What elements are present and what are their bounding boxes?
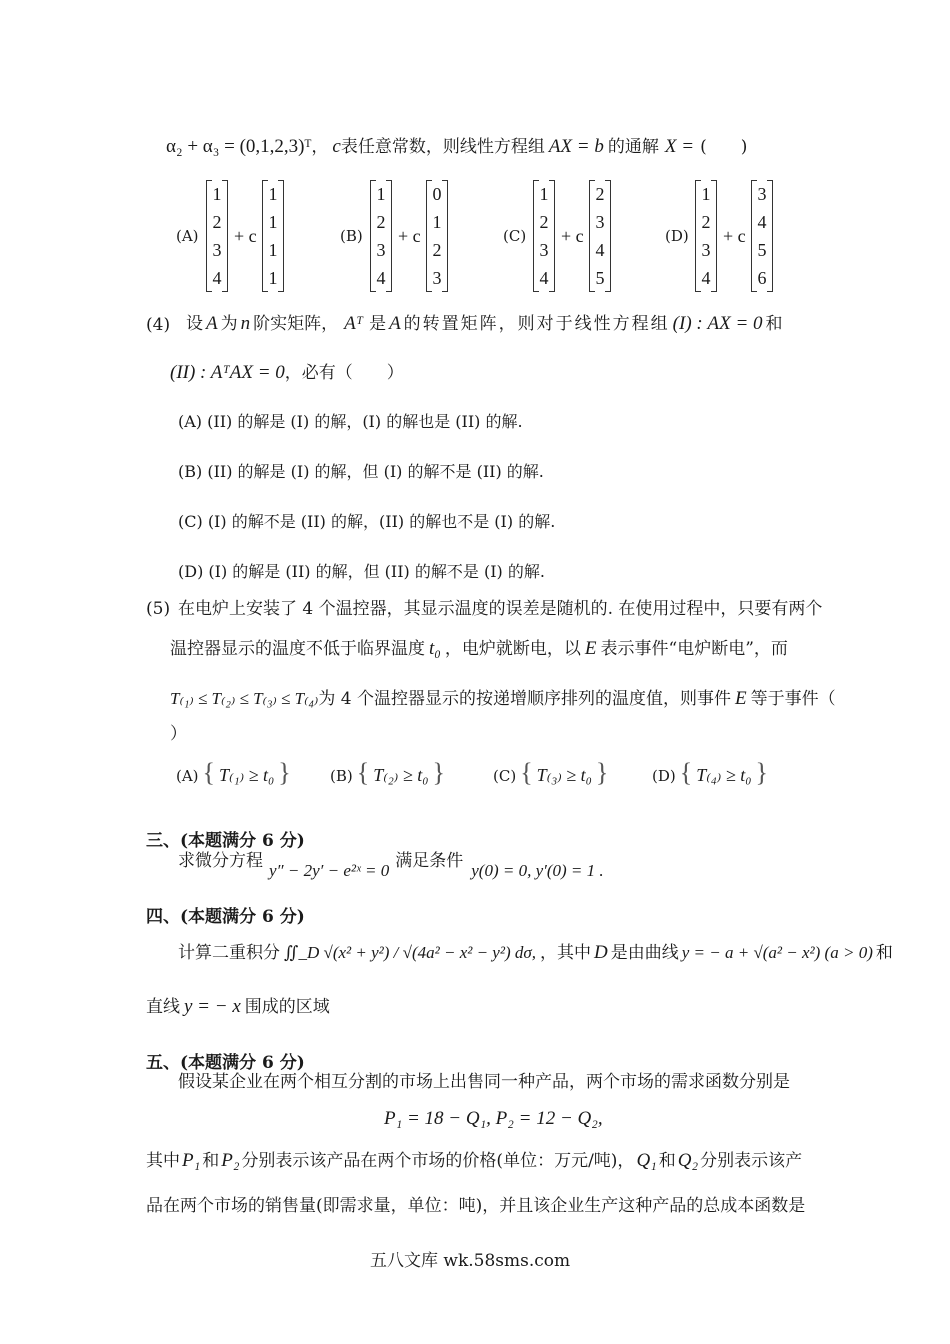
q3-X: X = bbox=[664, 136, 695, 157]
s3-text-b: 满足条件 bbox=[395, 851, 464, 871]
right-brace: } bbox=[595, 758, 609, 787]
q5-option-label: (B) bbox=[330, 767, 353, 785]
q5-number: (5) bbox=[146, 599, 171, 619]
s4-line2-a: 直线 bbox=[146, 997, 180, 1017]
q5-option-expr: T₍₂₎ ≥ t₀ bbox=[373, 765, 429, 785]
q5-text-c: 表示事件“电炉断电”，而 bbox=[600, 639, 788, 659]
s5-heading: 五、(本题满分 6 分) bbox=[146, 1053, 305, 1073]
q4-AT: Aᵀ bbox=[344, 313, 364, 334]
s5-text-a: 其中 bbox=[146, 1151, 180, 1171]
q4-A: A bbox=[206, 313, 218, 334]
s5-text-c: 分别表示该产 bbox=[700, 1151, 803, 1171]
s5-and2: 和 bbox=[658, 1151, 676, 1171]
s5-text-b: 分别表示该产品在两个市场的价格(单位：万元/吨)， bbox=[241, 1151, 635, 1171]
q5-option-label: (A) bbox=[176, 767, 199, 785]
q5-option-expr: T₍₁₎ ≥ t₀ bbox=[219, 765, 275, 785]
matrix-entry: 1 bbox=[212, 183, 222, 204]
matrix-entry: 1 bbox=[539, 183, 549, 204]
q4-option-b: (B) (II) 的解是 (I) 的解，但 (I) 的解不是 (II) 的解. bbox=[178, 462, 544, 481]
q3-lead-math: α₂ + α₃ = (0,1,2,3)ᵀ bbox=[166, 136, 312, 157]
matrix-entry: 1 bbox=[268, 267, 278, 288]
s5-line3 bbox=[146, 1150, 802, 1172]
q5-text-a: 温控器显示的温度不低于临界温度 bbox=[170, 639, 425, 659]
q5-line1: 在电炉上安装了 4 个温控器，其显示温度的误差是随机的. 在使用过程中，只要有两个 bbox=[178, 599, 823, 619]
q3-vector-particular bbox=[370, 180, 392, 292]
s3-body bbox=[178, 851, 604, 880]
s4-line2-b: 围成的区域 bbox=[244, 997, 330, 1017]
s5-line4: 品在两个市场的销售量(即需求量，单位：吨)，并且该企业生产这种产品的总成本函数是 bbox=[146, 1196, 806, 1216]
matrix-entry: 4 bbox=[376, 267, 386, 288]
q3-vector-basis bbox=[426, 180, 448, 292]
matrix-entry: 3 bbox=[212, 239, 222, 260]
s5-and1: 和 bbox=[202, 1151, 220, 1171]
right-brace: } bbox=[432, 758, 445, 787]
matrix-entry: 1 bbox=[432, 211, 442, 232]
plus-c: + c bbox=[398, 226, 421, 246]
q4-text-e: 的转置矩阵，则对于线性方程组 bbox=[403, 314, 670, 334]
s4-text-c: 是由曲线 bbox=[610, 943, 679, 963]
q4-number: (4) bbox=[146, 315, 171, 335]
q5-E: E bbox=[584, 638, 597, 659]
q4-text-d: 是 bbox=[369, 314, 387, 334]
matrix-entry: 4 bbox=[212, 267, 222, 288]
q5-option bbox=[493, 758, 608, 788]
s4-heading: 四、(本题满分 6 分) bbox=[146, 907, 305, 927]
q5-line4: ） bbox=[170, 724, 187, 744]
q3-c: c bbox=[332, 136, 341, 157]
q5-option bbox=[176, 758, 291, 788]
matrix-entry: 2 bbox=[432, 239, 442, 260]
s3-eq: y″ − 2y′ − e²ˣ = 0 bbox=[269, 861, 390, 880]
matrix-entry: 3 bbox=[757, 183, 767, 204]
q4-sys2: (II) : AᵀAX = 0 bbox=[170, 362, 285, 383]
s5-Q1: Q₁ bbox=[636, 1150, 657, 1171]
q4-option-c: (C) (I) 的解不是 (II) 的解，(II) 的解也不是 (I) 的解. bbox=[178, 512, 556, 531]
q3-paren: ( ) bbox=[700, 137, 748, 157]
s4-line2-eq: y = − x bbox=[184, 996, 241, 1017]
matrix-entry: 3 bbox=[701, 239, 711, 260]
right-brace: } bbox=[278, 758, 291, 787]
matrix-entry: 2 bbox=[595, 183, 605, 204]
q3-vector-basis bbox=[262, 180, 284, 292]
q5-option-expr: T₍₃₎ ≥ t₀ bbox=[536, 765, 592, 785]
matrix-entry: 1 bbox=[701, 183, 711, 204]
q4-line2 bbox=[170, 362, 404, 384]
left-brace: { bbox=[356, 758, 370, 787]
matrix-entry: 3 bbox=[595, 211, 605, 232]
q5-option-label: (C) bbox=[493, 767, 517, 785]
s5-para1: 假设某企业在两个相互分割的市场上出售同一种产品，两个市场的需求函数分别是 bbox=[178, 1072, 790, 1092]
q5-text-d: 为 4 个温控器显示的按递增顺序排列的温度值，则事件 bbox=[318, 689, 731, 709]
s5-P1: P₁ bbox=[182, 1150, 201, 1171]
s4-text-b: ，其中 bbox=[540, 943, 591, 963]
left-brace: { bbox=[202, 758, 216, 787]
s5-Q2: Q₂ bbox=[677, 1150, 699, 1171]
q3-vector-particular bbox=[695, 180, 717, 292]
q5-text-e: 等于事件（ bbox=[750, 689, 836, 709]
matrix-entry: 3 bbox=[376, 239, 386, 260]
q3-vector-basis bbox=[751, 180, 773, 292]
q4-n: n bbox=[240, 313, 251, 334]
q5-option-expr: T₍₄₎ ≥ t₀ bbox=[696, 765, 752, 785]
left-brace: { bbox=[520, 758, 533, 787]
matrix-entry: 4 bbox=[595, 239, 605, 260]
q5-line2 bbox=[170, 638, 788, 660]
q5-order: T₍₁₎ ≤ T₍₂₎ ≤ T₍₃₎ ≤ T₍₄₎ bbox=[170, 689, 319, 708]
matrix-entry: 4 bbox=[757, 211, 767, 232]
q3-line bbox=[166, 136, 747, 162]
s5-P2: P₂ bbox=[221, 1150, 240, 1171]
matrix-entry: 0 bbox=[432, 183, 442, 204]
q3-text2: 表任意常数，则线性方程组 bbox=[340, 137, 545, 157]
matrix-entry: 1 bbox=[268, 239, 278, 260]
q4-sys1: (I) : AX = 0 bbox=[672, 313, 763, 334]
footer-watermark: 五八文库 wk.58sms.com bbox=[370, 1251, 571, 1271]
q3-option-label: (A) bbox=[176, 227, 199, 245]
s4-D: D bbox=[594, 942, 608, 963]
q3-vector-particular bbox=[533, 180, 555, 292]
plus-c: + c bbox=[723, 226, 746, 246]
q4-text-f: 和 bbox=[765, 314, 783, 334]
matrix-entry: 5 bbox=[595, 267, 605, 288]
q3-vector-particular bbox=[206, 180, 228, 292]
matrix-entry: 2 bbox=[701, 211, 711, 232]
s4-text-a: 计算二重积分 bbox=[178, 943, 280, 963]
s5-equation: P₁ = 18 − Q₁, P₂ = 12 − Q₂, bbox=[384, 1108, 603, 1129]
q4-A2: A bbox=[389, 313, 401, 334]
q3-option-label: (B) bbox=[340, 227, 363, 245]
s4-body bbox=[178, 942, 893, 964]
s4-curve: y = − a + √(a² − x²) (a > 0) bbox=[681, 943, 873, 962]
matrix-entry: 6 bbox=[757, 267, 767, 288]
s4-text-d: 和 bbox=[875, 943, 893, 963]
q5-option bbox=[330, 758, 445, 788]
s3-text-a: 求微分方程 bbox=[178, 851, 263, 871]
plus-c: + c bbox=[561, 226, 584, 246]
q4-option-d: (D) (I) 的解是 (II) 的解，但 (II) 的解不是 (I) 的解. bbox=[178, 562, 545, 581]
q5-option-label: (D) bbox=[652, 767, 676, 785]
matrix-entry: 2 bbox=[212, 211, 222, 232]
q4-line2-text: ，必有（ ） bbox=[284, 363, 404, 383]
matrix-entry: 1 bbox=[268, 211, 278, 232]
s3-heading: 三、(本题满分 6 分) bbox=[146, 831, 305, 851]
q3-eq: AX = b bbox=[548, 136, 604, 157]
q4-option-a: (A) (II) 的解是 (I) 的解，(I) 的解也是 (II) 的解. bbox=[178, 412, 523, 431]
q3-option-label: (D) bbox=[665, 227, 689, 245]
matrix-entry: 5 bbox=[757, 239, 767, 260]
q5-E2: E bbox=[734, 688, 747, 709]
matrix-entry: 4 bbox=[701, 267, 711, 288]
q5-text-b: ，电炉就断电，以 bbox=[444, 639, 581, 659]
matrix-entry: 3 bbox=[432, 267, 442, 288]
right-brace: } bbox=[755, 758, 768, 787]
s3-cond: y(0) = 0, y′(0) = 1 . bbox=[471, 861, 604, 880]
left-brace: { bbox=[679, 758, 693, 787]
q5-line3 bbox=[170, 688, 836, 710]
q4-text-b: 为 bbox=[220, 314, 238, 334]
q3-text3: 的通解 bbox=[607, 137, 659, 157]
matrix-entry: 4 bbox=[539, 267, 549, 288]
q4-text-c: 阶实矩阵， bbox=[253, 314, 339, 334]
matrix-entry: 2 bbox=[539, 211, 549, 232]
matrix-entry: 1 bbox=[268, 183, 278, 204]
s4-line2 bbox=[146, 996, 330, 1018]
matrix-entry: 2 bbox=[376, 211, 386, 232]
q3-vector-basis bbox=[589, 180, 611, 292]
q3-text1: ， bbox=[311, 137, 329, 157]
s4-integral: ∬_D √(x² + y²) / √(4a² − x² − y²) dσ, bbox=[284, 943, 536, 962]
q3-option-label: (C) bbox=[503, 227, 527, 245]
q5-option bbox=[652, 758, 768, 788]
plus-c: + c bbox=[234, 226, 257, 246]
matrix-entry: 3 bbox=[539, 239, 549, 260]
q4-text-a: 设 bbox=[186, 314, 203, 334]
q5-t0: t₀ bbox=[429, 638, 441, 659]
matrix-entry: 1 bbox=[376, 183, 386, 204]
q4-line1 bbox=[186, 313, 783, 335]
